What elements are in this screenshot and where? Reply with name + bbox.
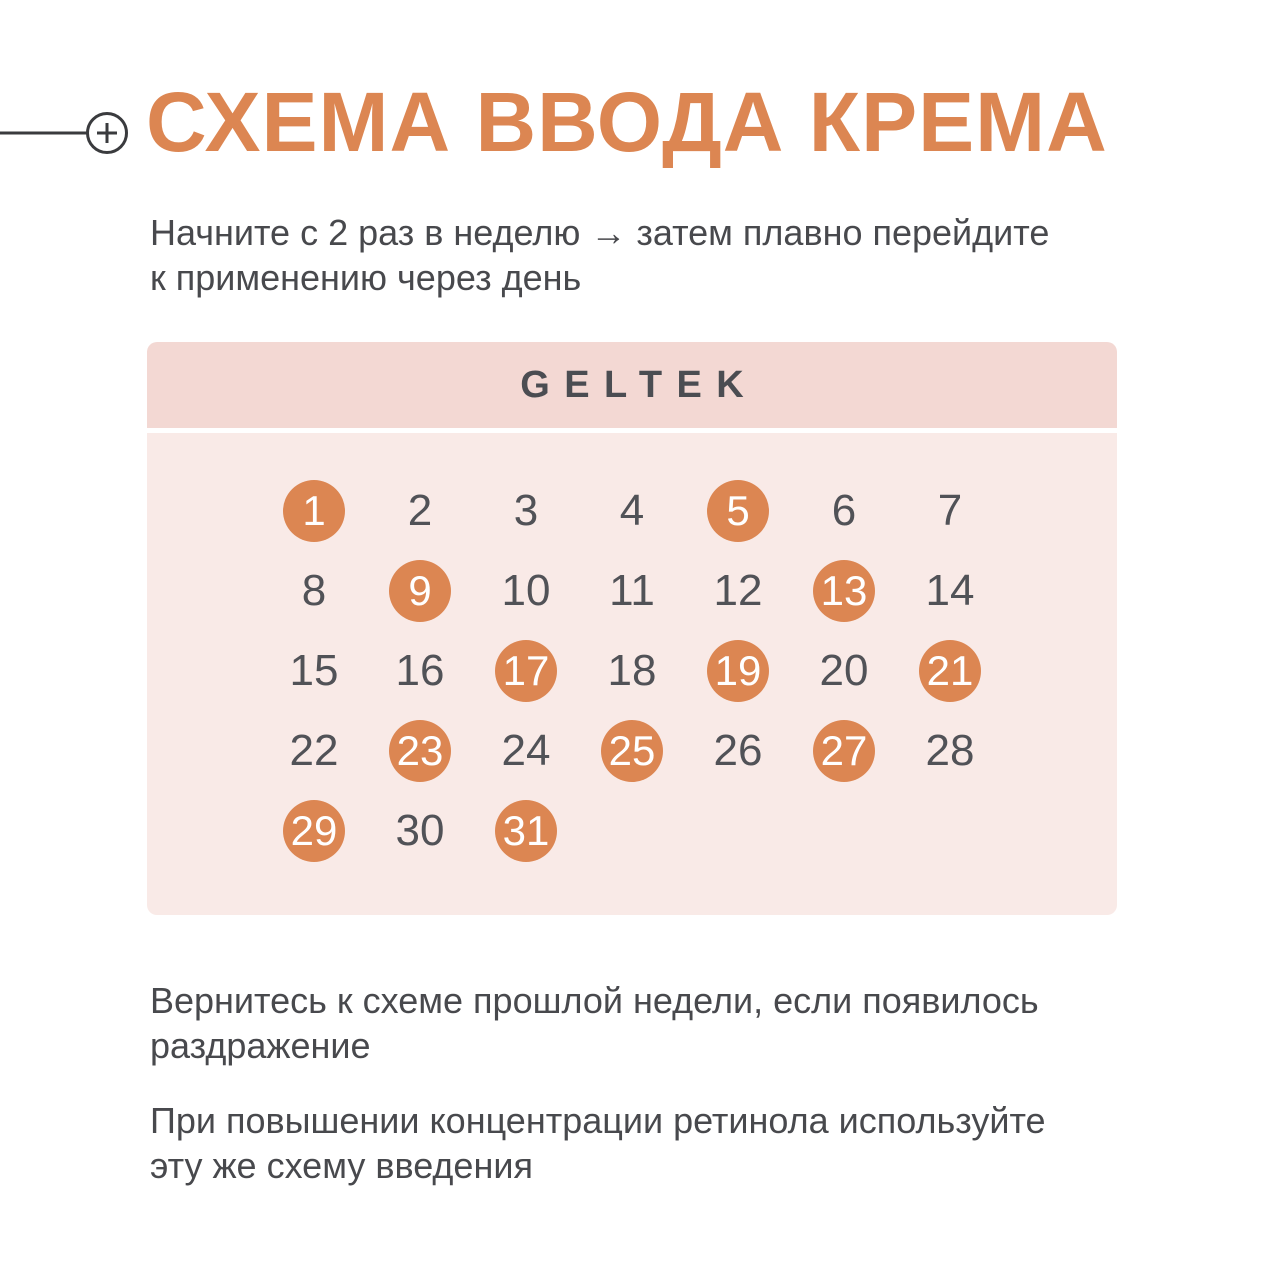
calendar-day: 3 bbox=[513, 486, 539, 535]
calendar-day: 4 bbox=[619, 486, 645, 535]
calendar-day-cell bbox=[791, 551, 897, 631]
calendar-day: 16 bbox=[395, 646, 445, 695]
calendar-day: 26 bbox=[713, 726, 763, 775]
calendar-day-highlighted: 21 bbox=[919, 640, 981, 702]
calendar-day-cell bbox=[367, 711, 473, 791]
calendar-day-highlighted: 1 bbox=[283, 480, 345, 542]
calendar-day-cell bbox=[367, 631, 473, 711]
calendar-day: 8 bbox=[301, 566, 327, 615]
calendar-day: 28 bbox=[925, 726, 975, 775]
calendar-day-cell bbox=[685, 711, 791, 791]
calendar-day-highlighted: 13 bbox=[813, 560, 875, 622]
calendar-day: 11 bbox=[609, 566, 655, 615]
calendar-day: 18 bbox=[607, 646, 657, 695]
calendar-day: 20 bbox=[819, 646, 869, 695]
note-irritation-line-2: раздражение bbox=[150, 1025, 371, 1066]
calendar-day-highlighted: 19 bbox=[707, 640, 769, 702]
calendar-day-cell bbox=[261, 471, 367, 551]
note-concentration-line-2: эту же схему введения bbox=[150, 1145, 533, 1186]
calendar-day-cell bbox=[579, 551, 685, 631]
calendar-day-cell bbox=[579, 471, 685, 551]
calendar-day: 22 bbox=[289, 726, 339, 775]
subtitle-line-2: к применению через день bbox=[150, 257, 582, 298]
calendar-day-cell bbox=[261, 631, 367, 711]
calendar-day-cell bbox=[791, 711, 897, 791]
calendar-day-cell bbox=[473, 471, 579, 551]
note-concentration bbox=[150, 1098, 1046, 1188]
calendar-day-highlighted: 29 bbox=[283, 800, 345, 862]
calendar-day-cell bbox=[473, 631, 579, 711]
calendar-day-cell bbox=[261, 711, 367, 791]
calendar-day-highlighted: 27 bbox=[813, 720, 875, 782]
calendar-day-cell bbox=[579, 711, 685, 791]
subtitle-line-1: Начните с 2 раз в неделю → затем плавно перейдите bbox=[150, 212, 1050, 253]
calendar-day: 6 bbox=[831, 486, 857, 535]
calendar-day: 2 bbox=[407, 486, 433, 535]
calendar-day: 7 bbox=[937, 486, 963, 535]
calendar-day-cell bbox=[897, 471, 1003, 551]
calendar-day-highlighted: 31 bbox=[495, 800, 557, 862]
note-concentration-line-1: При повышении концентрации ретинола используйте bbox=[150, 1100, 1046, 1141]
calendar-day-highlighted: 5 bbox=[707, 480, 769, 542]
calendar-brand-header: GELTEK bbox=[147, 342, 1117, 428]
calendar-card bbox=[147, 342, 1117, 915]
calendar-day-highlighted: 9 bbox=[389, 560, 451, 622]
calendar-day-highlighted: 25 bbox=[601, 720, 663, 782]
calendar-day-cell bbox=[897, 631, 1003, 711]
calendar-day-cell bbox=[367, 791, 473, 871]
calendar-day-cell bbox=[897, 551, 1003, 631]
calendar-day-cell bbox=[685, 471, 791, 551]
page-subtitle bbox=[150, 210, 1049, 300]
calendar-day: 14 bbox=[925, 566, 975, 615]
note-irritation bbox=[150, 978, 1039, 1068]
calendar-day-cell bbox=[791, 471, 897, 551]
page-title: СХЕМА ВВОДА КРЕМА bbox=[146, 75, 1108, 169]
calendar-day-cell bbox=[261, 791, 367, 871]
calendar-grid bbox=[147, 433, 1117, 915]
calendar-day-cell bbox=[685, 551, 791, 631]
calendar-day-cell bbox=[473, 791, 579, 871]
calendar-day: 12 bbox=[713, 566, 763, 615]
note-irritation-line-1: Вернитесь к схеме прошлой недели, если появилось bbox=[150, 980, 1039, 1021]
calendar-day-cell bbox=[261, 551, 367, 631]
calendar-day-cell bbox=[367, 471, 473, 551]
calendar-day-cell bbox=[367, 551, 473, 631]
calendar-day-highlighted: 23 bbox=[389, 720, 451, 782]
calendar-day-cell bbox=[579, 631, 685, 711]
calendar-day-cell bbox=[897, 711, 1003, 791]
calendar-day: 15 bbox=[289, 646, 339, 695]
calendar-day-cell bbox=[473, 711, 579, 791]
calendar-day: 10 bbox=[501, 566, 551, 615]
calendar-day-cell bbox=[685, 631, 791, 711]
calendar-day-cell bbox=[473, 551, 579, 631]
plus-circle-icon bbox=[0, 103, 132, 163]
calendar-day: 24 bbox=[501, 726, 551, 775]
calendar-day: 30 bbox=[395, 806, 445, 855]
calendar-day-cell bbox=[791, 631, 897, 711]
calendar-day-highlighted: 17 bbox=[495, 640, 557, 702]
